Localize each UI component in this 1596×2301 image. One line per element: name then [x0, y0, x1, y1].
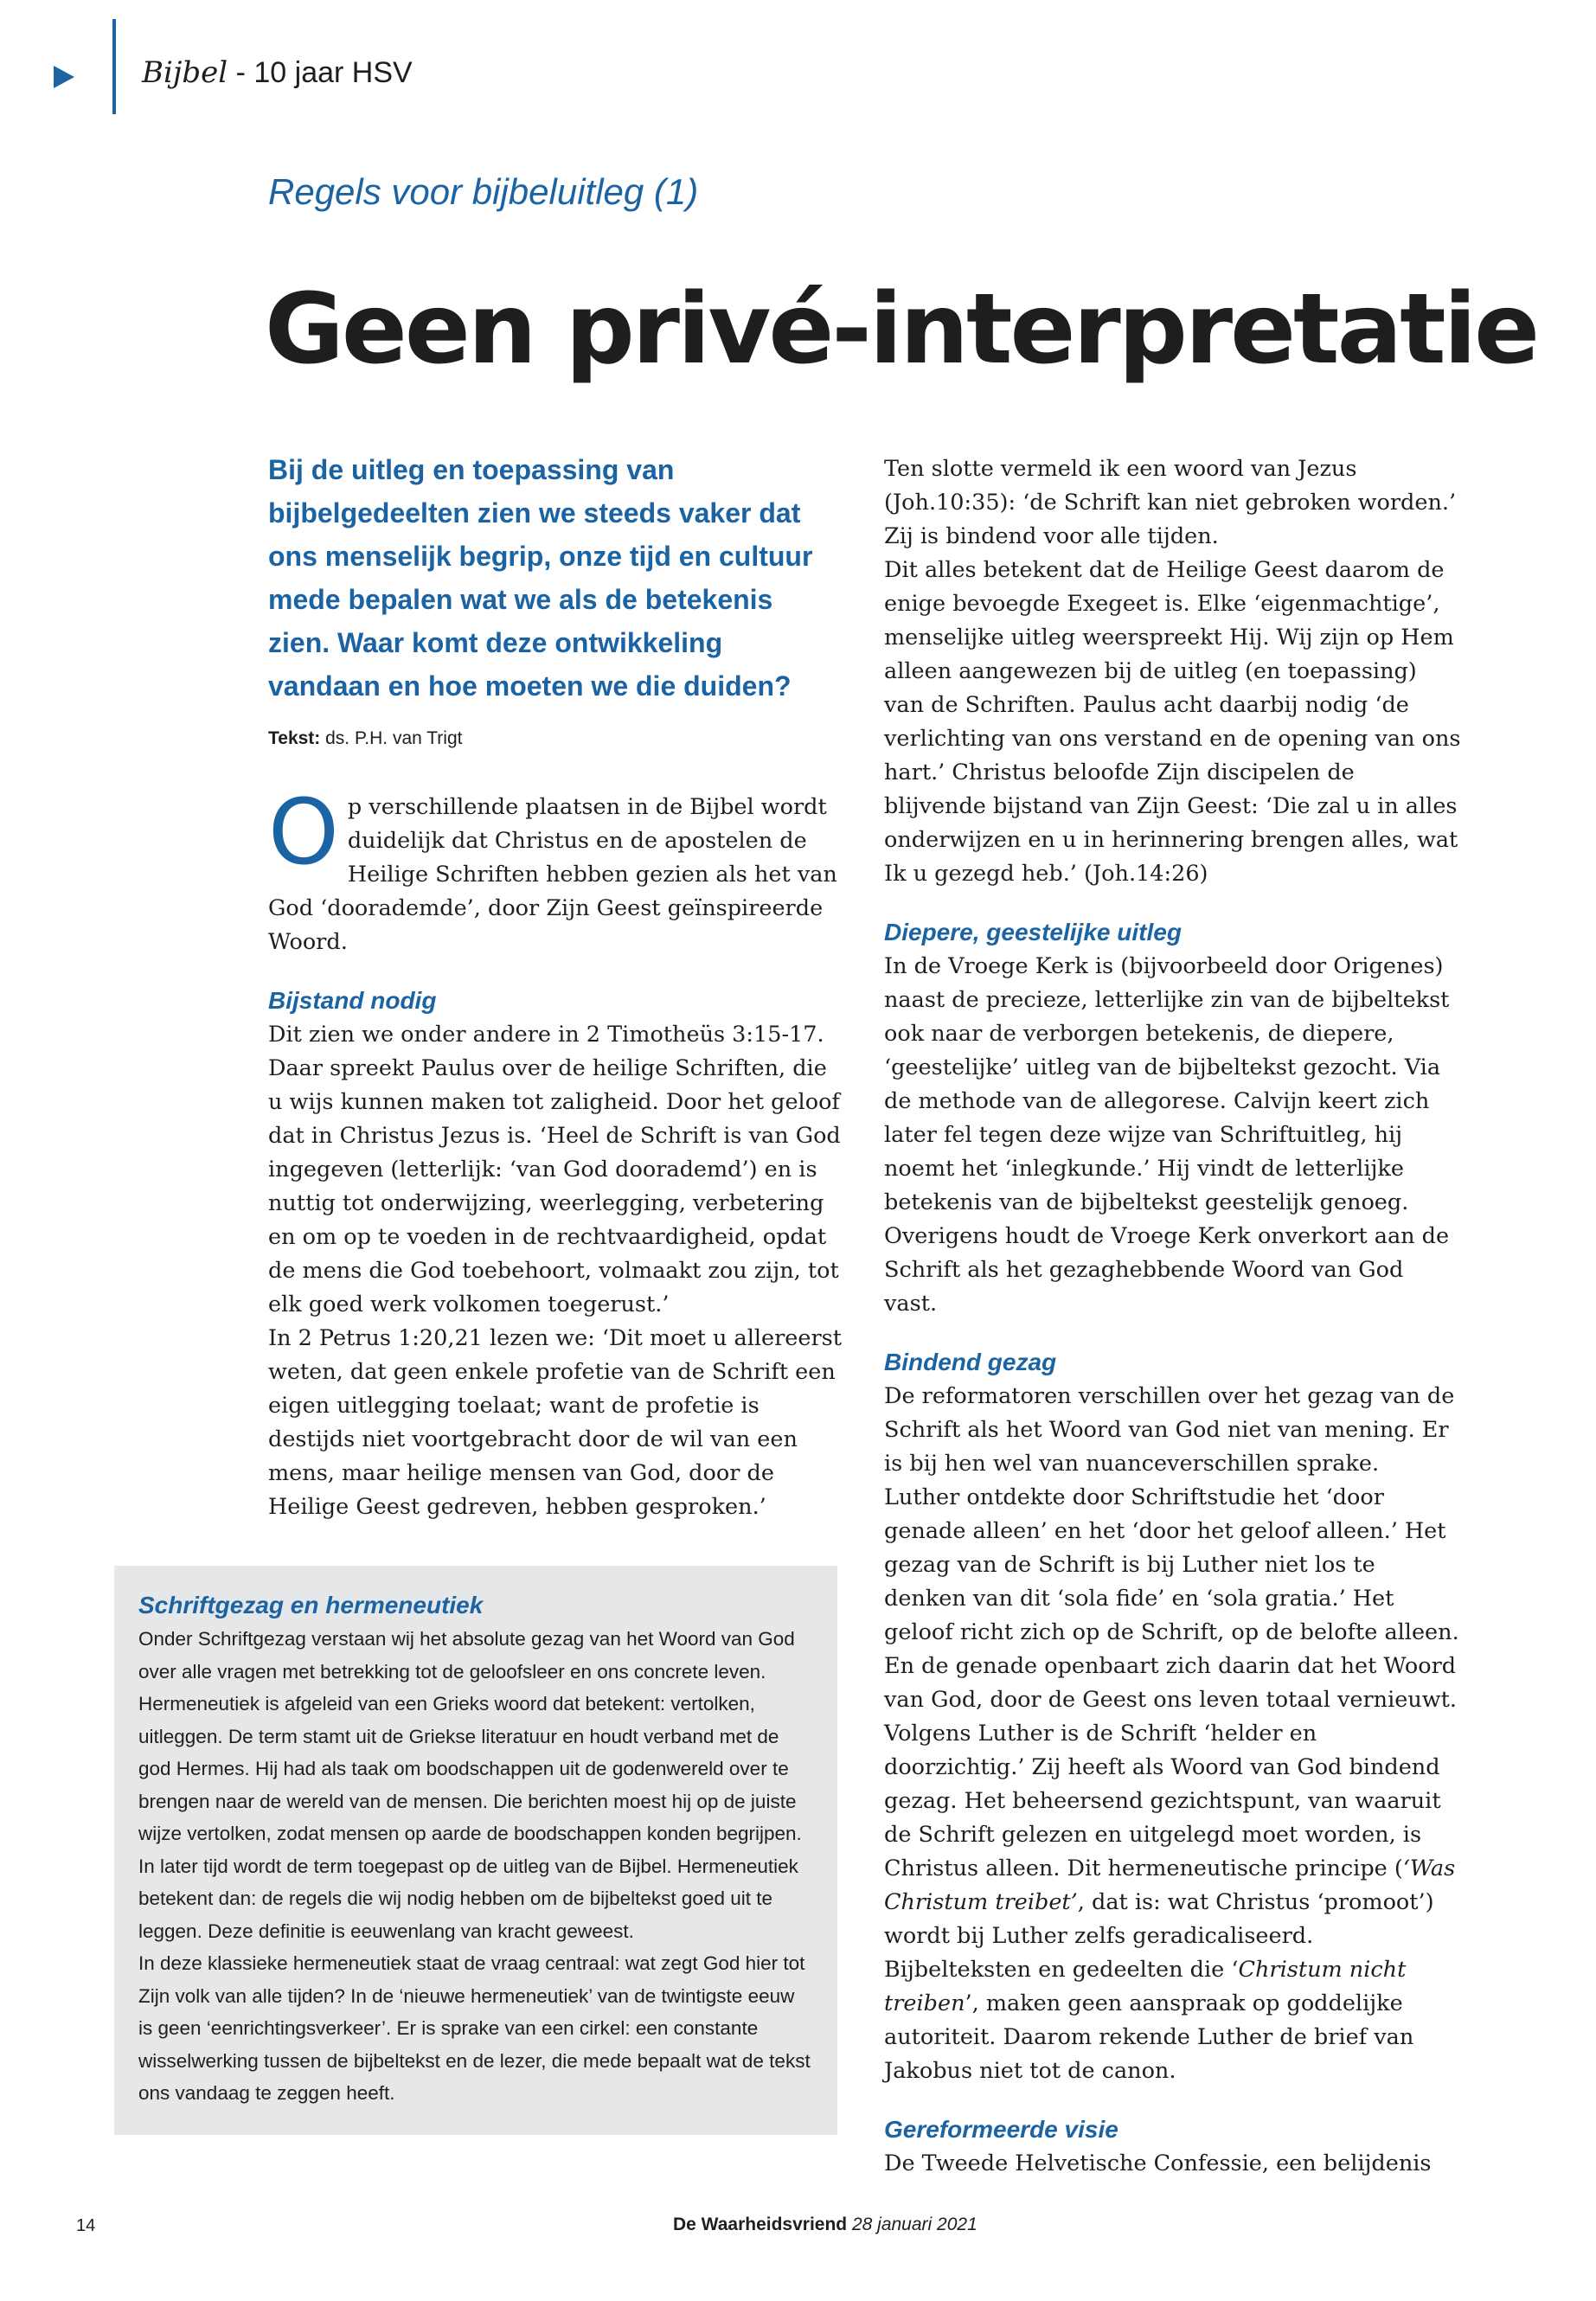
subheading-bindend: Bindend gezag [884, 1349, 1057, 1375]
text-run: , dat is: wat Christus ‘promoot’) wordt bij Luther zelfs geradicaliseerd. Bijbelteksten en gedeelten die ‘ [884, 1889, 1434, 1983]
paragraph: In de Vroege Kerk is (bijvoorbeeld door Origenes) naast de precieze, letterlijke zin van de bijbeltekst ook naar de verborgen betekenis, de diepere, ‘geestelijke’ uitleg van de bijbeltekst gezocht. Via de methode van de allegorese. Calvijn keert zich later fel tegen deze wijze van Schriftuitleg, hij noemt het ‘inlegkunde.’ Hij vindt de letterlijke betekenis van de bijbeltekst geestelijk genoeg. [884, 953, 1450, 1215]
sidebar-paragraph: In deze klassieke hermeneutiek staat de vraag centraal: wat zegt God hier tot Zijn volk van alle tijden? In de ‘nieuwe hermeneutiek’ van de twintigste eeuw is geen ‘eenrichtingsverkeer’. Er is sprake van een cirkel: een constante wisselwerking tussen de bijbeltekst en de lezer, die mede bepaalt wat de tekst ons vandaag te zeggen heeft. [138, 1952, 811, 2104]
paragraph: De reformatoren verschillen over het gezag van de Schrift als het Woord van God niet van mening. Er is bij hen wel van nuanceverschillen sprake. [884, 1383, 1455, 1477]
article-kicker: Regels voor bijbeluitleg (1) [268, 171, 699, 212]
article-title: Geen privé-interpretatie [265, 273, 1538, 386]
magazine-name: De Waarheidsvriend [673, 2214, 848, 2234]
byline-author: ds. P.H. van Trigt [320, 728, 463, 748]
sidebar-box [114, 1566, 837, 2135]
page-number: 14 [76, 2216, 96, 2235]
paragraph: Luther ontdekte door Schriftstudie het ‘door genade alleen’ en het ‘door het geloof alleen.’ Het gezag van de Schrift is bij Luther niet los te denken van dit ‘sola fide’ en ‘sola gratia.’ Het geloof richt zich op de Schrift, op de belofte alleen. En de genade openbaart zich daarin dat het Woord van God, door de Geest ons leven totaal vernieuwt. [884, 1484, 1459, 1713]
opening-text: p verschillende plaatsen in de Bijbel wordt duidelijk dat Christus en de apostelen de Heilige Schriften hebben gezien als het van God ‘doorademde’, door Zijn Geest geïnspireerde Woord. [268, 794, 837, 955]
text-run: ’, maken geen aanspraak op goddelijke autoriteit. Daarom rekende Luther de brief van Jakobus niet tot de canon. [884, 1990, 1414, 2084]
column-left [268, 779, 846, 1524]
column-right [884, 452, 1462, 2181]
text-run: Volgens Luther is de Schrift ‘helder en doorzichtig.’ Zij heeft als Woord van God bindend gezag. Het beheersend gezichtspunt, van waaruit de Schrift gelezen en uitgelegd moet worden, is Christus alleen. Dit hermeneutische principe ( [884, 1721, 1441, 1881]
paragraph: Overigens houdt de Vroege Kerk onverkort aan de Schrift als het gezaghebbende Woord van God vast. [884, 1223, 1450, 1317]
sidebar-paragraph: Onder Schriftgezag verstaan wij het absolute gezag van het Woord van God over alle vragen met betrekking tot de geloofsleer en ons concrete leven. Hermeneutiek is afgeleid van een Grieks woord dat betekent: vertolken, uitleggen. De term stamt uit de Griekse literatuur en houdt verband met de god Hermes. Hij had als taak om boodschappen uit de godenwereld over te brengen naar de wereld van de mensen. Die berichten moest hij op de juiste wijze vertolken, zodat mensen op aarde de boodschappen konden begrijpen. [138, 1628, 802, 1844]
byline-label: Tekst: [268, 728, 321, 748]
section-subtitle: - 10 jaar HSV [228, 56, 413, 89]
paragraph: In 2 Petrus 1:20,21 lezen we: ‘Dit moet u allereerst weten, dat geen enkele profetie van de Schrift een eigen uitlegging toelaat; want de profetie is destijds niet voortgebracht door de wil van een mens, maar heilige mensen van God, door de Heilige Geest gedreven, hebben gesproken.’ [268, 1325, 842, 1520]
subheading-bijstand: Bijstand nodig [268, 987, 437, 1014]
article-intro: Bij de uitleg en toepassing van bijbelgedeelten zien we steeds vaker dat ons menselijk begrip, onze tijd en cultuur mede bepalen wat we als de betekenis zien. Waar komt deze ontwikkeling vandaan en hoe moeten we die duiden? [268, 454, 813, 702]
subheading-diepere: Diepere, geestelijke uitleg [884, 919, 1182, 945]
opening-paragraph [268, 779, 846, 959]
sidebar-paragraph: In later tijd wordt de term toegepast op de uitleg van de Bijbel. Hermeneutiek betekent dan: de regels die wij nodig hebben om de bijbeltekst goed uit te leggen. Deze definitie is eeuwenlang van kracht geweest. [138, 1855, 798, 1942]
footer-credit [673, 2214, 977, 2235]
paragraph: De Tweede Helvetische Confessie, een belijdenis [884, 2150, 1432, 2176]
issue-date: 28 januari 2021 [847, 2214, 977, 2234]
section-header [142, 55, 413, 90]
drop-cap: O [268, 779, 339, 885]
header-rule [112, 19, 116, 114]
paragraph: Dit alles betekent dat de Heilige Geest daarom de enige bevoegde Exegeet is. Elke ‘eigenmachtige’, menselijke uitleg weerspreekt Hij. Wij zijn op Hem alleen aangewezen bij de uitleg (en toepassing) van de Schriften. Paulus acht daarbij nodig ‘de verlichting van ons verstand en de opening van ons hart.’ Christus beloofde Zijn discipelen de blijvende bijstand van Zijn Geest: ‘Die zal u in alles onderwijzen en u in herinnering brengen alles, wat Ik u gezegd heb.’ (Joh.14:26) [884, 557, 1461, 887]
paragraph: Ten slotte vermeld ik een woord van Jezus (Joh.10:35): ‘de Schrift kan niet gebroken worden.’ Zij is bindend voor alle tijden. [884, 456, 1457, 549]
section-name: Bijbel [142, 55, 228, 90]
subheading-gereformeerde: Gereformeerde visie [884, 2116, 1118, 2143]
sidebar-heading: Schriftgezag en hermeneutiek [138, 1592, 484, 1618]
section-marker-icon [54, 66, 74, 88]
emphasis-quote: ‘Was Christum treibet’ [884, 1856, 1456, 1915]
emphasis-quote: Christum nicht treiben [884, 1957, 1407, 2016]
paragraph [884, 1717, 1462, 2088]
byline [268, 728, 462, 749]
paragraph: Dit zien we onder andere in 2 Timotheüs 3:15-17. Daar spreekt Paulus over de heilige Schriften, die u wijs kunnen maken tot zaligheid. Door het geloof dat in Christus Jezus is. ‘Heel de Schrift is van God ingegeven (letterlijk: ‘van God doorademd’) en is nuttig tot onderwijzing, weerlegging, verbetering en om op te voeden in de rechtvaardigheid, opdat de mens die God toebehoort, volmaakt zou zijn, tot elk goed werk volkomen toegerust.’ [268, 1022, 841, 1317]
